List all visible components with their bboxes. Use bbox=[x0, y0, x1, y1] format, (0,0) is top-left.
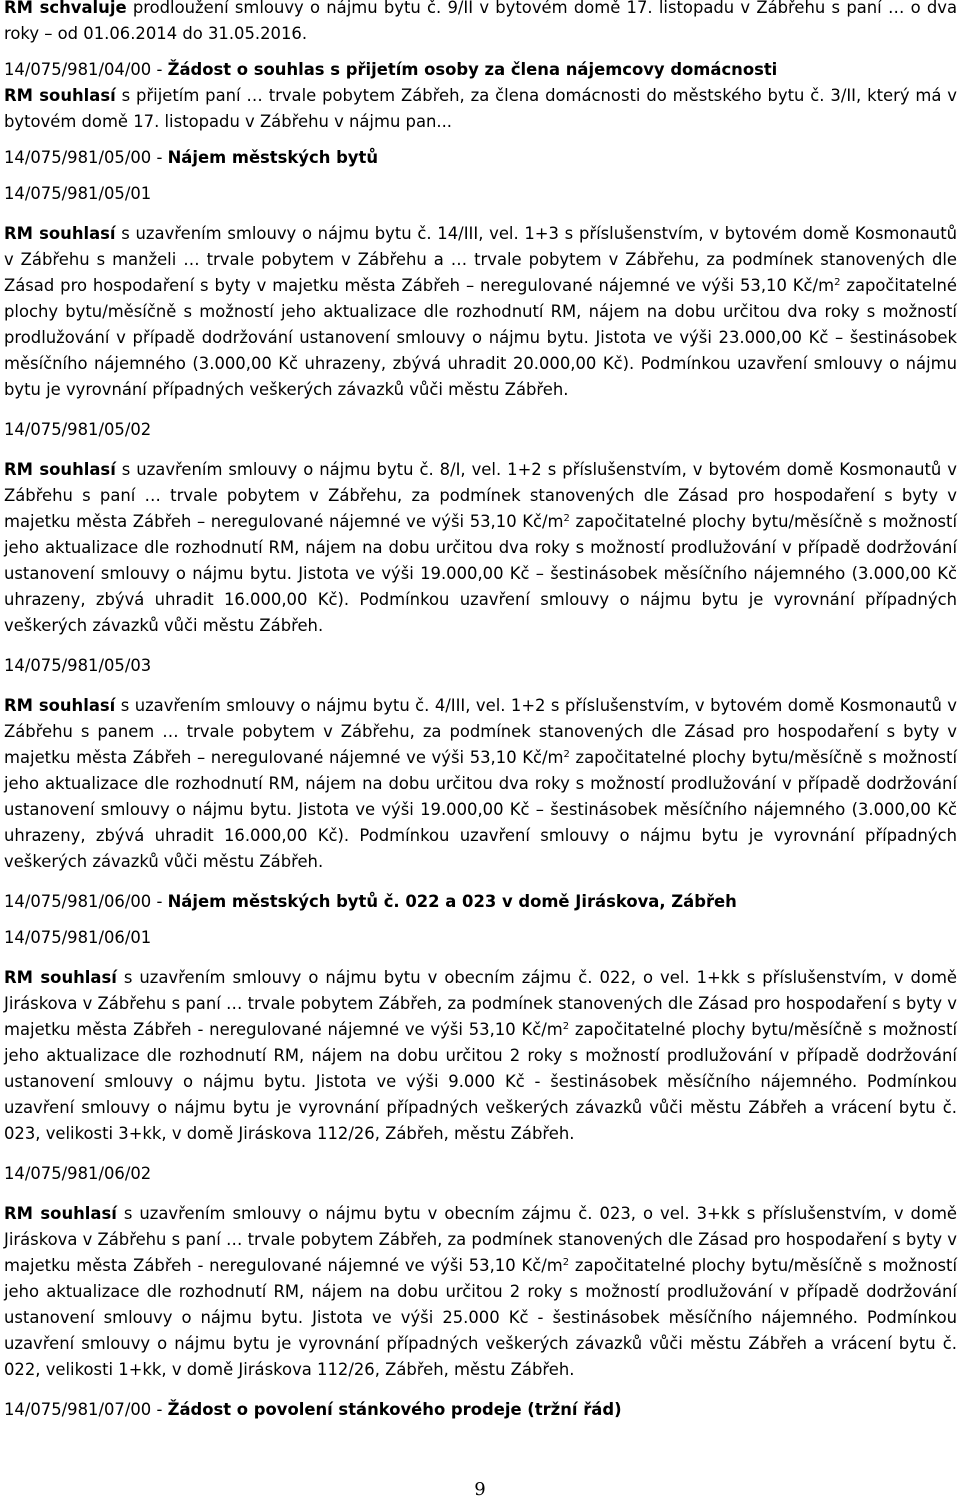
resolution-paragraph bbox=[4, 221, 957, 403]
resolution-lead: RM souhlasí bbox=[4, 696, 116, 715]
resolution-paragraph bbox=[4, 965, 957, 1147]
section-heading bbox=[4, 145, 957, 171]
resolution-text: započitatelné plochy bytu/měsíčně s možností jeho aktualizace dle rozhodnutí RM, nájem na dobu určitou 2 roky s možností prodlužování v případě dodržování ustanovení smlouvy o nájmu bytu. Jistota ve výši 9.000 Kč - šestinásobek měsíčního nájemného. Podmínkou uzavření smlouvy o nájmu bytu je vyrovnání případných veškerých závazků vůči městu Zábřeh a vrácení bytu č. 023, velikosti 3+kk, v domě Jiráskova 112/26, Zábřeh, městu Zábřeh. bbox=[4, 1020, 957, 1143]
resolution-text: s uzavřením smlouvy o nájmu bytu v obecním zájmu č. 023, o vel. 3+kk s příslušenstvím, v domě Jiráskova v Zábřehu s paní … trvale pobytem Zábřeh, za podmínek stanovených dle Zásad pro hospodaření s byty v majetku města Zábřeh - neregulované nájemné ve výši 53,10 Kč/m bbox=[4, 1204, 958, 1275]
superscript: 2 bbox=[563, 749, 570, 760]
resolution-paragraph bbox=[4, 1201, 957, 1383]
superscript: 2 bbox=[562, 1257, 570, 1268]
resolution-text: započitatelné plochy bytu/měsíčně s možností jeho aktualizace dle rozhodnutí RM, nájem na dobu určitou dva roky s možností prodlužování v případě dodržování ustanovení smlouvy o nájmu bytu. Jistota ve výši 19.000,00 Kč – šestinásobek měsíčního nájemného (3.000,00 Kč uhrazeny, zbývá uhradit 16.000,00 Kč). Podmínkou uzavření smlouvy o nájmu bytu je vyrovnání případných veškerých závazků vůči městu Zábřeh. bbox=[4, 512, 957, 635]
section-heading bbox=[4, 889, 957, 915]
section-heading bbox=[4, 57, 957, 83]
section-title: Nájem městských bytů bbox=[167, 148, 378, 167]
resolution-paragraph bbox=[4, 457, 957, 639]
section-title: Nájem městských bytů č. 022 a 023 v domě Jiráskova, Zábřeh bbox=[167, 892, 737, 911]
resolution-paragraph bbox=[4, 83, 957, 135]
resolution-paragraph bbox=[4, 693, 957, 875]
resolution-text: s přijetím paní … trvale pobytem Zábřeh, za člena domácnosti do městského bytu č. 3/II, který má v bytovém domě 17. listopadu v Zábřehu v nájmu pan... bbox=[4, 86, 957, 131]
resolution-lead: RM souhlasí bbox=[4, 460, 116, 479]
section-code: 14/075/981/05/00 - bbox=[4, 148, 168, 167]
resolution-text: s uzavřením smlouvy o nájmu bytu č. 8/I, vel. 1+2 s příslušenstvím, v bytovém domě Kosmonautů v Zábřehu s paní … trvale pobytem v Zábřehu, za podmínek stanovených dle Zásad pro hospodaření s byty v majetku města Zábřeh – neregulované nájemné ve výši 53,10 Kč/m bbox=[4, 460, 957, 531]
resolution-lead: RM schvaluje bbox=[4, 0, 127, 17]
section-heading bbox=[4, 1397, 957, 1423]
section-title: Žádost o povolení stánkového prodeje (tržní řád) bbox=[167, 1400, 622, 1419]
document-content bbox=[4, 0, 957, 1423]
superscript: 2 bbox=[562, 1021, 570, 1032]
resolution-text: s uzavřením smlouvy o nájmu bytu č. 14/III, vel. 1+3 s příslušenstvím, v bytovém domě Kosmonautů v Zábřehu s manželi … trvale pobytem v Zábřehu a … trvale pobytem v Zábřehu, za podmínek stanovených dle Zásad pro hospodaření s byty v majetku města Zábřeh – neregulované nájemné ve výši 53,10 Kč/m bbox=[4, 224, 958, 295]
section-code: 14/075/981/06/00 - bbox=[4, 892, 168, 911]
section-code: 14/075/981/04/00 - bbox=[4, 60, 168, 79]
subsection-code: 14/075/981/05/02 bbox=[4, 420, 152, 439]
resolution-text: započitatelné plochy bytu/měsíčně s možností jeho aktualizace dle rozhodnutí RM, nájem na dobu určitou dva roky s možností prodlužování v případě dodržování ustanovení smlouvy o nájmu bytu. Jistota ve výši 23.000,00 Kč – šestinásobek měsíčního nájemného (3.000,00 Kč uhrazeny, zbývá uhradit 20.000,00 Kč). Podmínkou uzavření smlouvy o nájmu bytu je vyrovnání případných veškerých závazků vůči městu Zábřeh. bbox=[4, 276, 957, 399]
resolution-text: započitatelné plochy bytu/měsíčně s možností jeho aktualizace dle rozhodnutí RM, nájem na dobu určitou 2 roky s možností prodlužování v případě dodržování ustanovení smlouvy o nájmu bytu. Jistota ve výši 25.000 Kč - šestinásobek měsíčního nájemného. Podmínkou uzavření smlouvy o nájmu bytu je vyrovnání případných veškerých závazků vůči městu Zábřeh a vrácení bytu č. 022, velikosti 1+kk, v domě Jiráskova 112/26, Zábřeh, městu Zábřeh. bbox=[4, 1256, 957, 1379]
resolution-lead: RM souhlasí bbox=[4, 86, 116, 105]
resolution-text: s uzavřením smlouvy o nájmu bytu v obecním zájmu č. 022, o vel. 1+kk s příslušenstvím, v domě Jiráskova v Zábřehu s paní … trvale pobytem Zábřeh, za podmínek stanovených dle Zásad pro hospodaření s byty v majetku města Zábřeh - neregulované nájemné ve výši 53,10 Kč/m bbox=[4, 968, 958, 1039]
superscript: 2 bbox=[563, 513, 570, 524]
resolution-text: prodloužení smlouvy o nájmu bytu č. 9/II v bytovém domě 17. listopadu v Zábřehu s paní … o dva roky – od 01.06.2014 do 31.05.2016. bbox=[4, 0, 957, 43]
section-title: Žádost o souhlas s přijetím osoby za člena nájemcovy domácnosti bbox=[167, 60, 778, 79]
superscript: 2 bbox=[834, 277, 841, 288]
page-number: 9 bbox=[474, 1479, 486, 1500]
resolution-lead: RM souhlasí bbox=[4, 1204, 117, 1223]
subsection-code: 14/075/981/06/02 bbox=[4, 1164, 152, 1183]
resolution-lead: RM souhlasí bbox=[4, 224, 116, 243]
resolution-text: započitatelné plochy bytu/měsíčně s možností jeho aktualizace dle rozhodnutí RM, nájem na dobu určitou dva roky s možností prodlužování v případě dodržování ustanovení smlouvy o nájmu bytu. Jistota ve výši 19.000,00 Kč – šestinásobek měsíčního nájemného (3.000,00 Kč uhrazeny, zbývá uhradit 16.000,00 Kč). Podmínkou uzavření smlouvy o nájmu bytu je vyrovnání případných veškerých závazků vůči městu Zábřeh. bbox=[4, 748, 957, 871]
subsection-code: 14/075/981/05/01 bbox=[4, 184, 152, 203]
section-code: 14/075/981/07/00 - bbox=[4, 1400, 168, 1419]
subsection-code: 14/075/981/05/03 bbox=[4, 656, 152, 675]
resolution-text: s uzavřením smlouvy o nájmu bytu č. 4/III, vel. 1+2 s příslušenstvím, v bytovém domě Kosmonautů v Zábřehu s panem … trvale pobytem v Zábřehu, za podmínek stanovených dle Zásad pro hospodaření s byty v majetku města Zábřeh – neregulované nájemné ve výši 53,10 Kč/m bbox=[4, 696, 957, 767]
resolution-lead: RM souhlasí bbox=[4, 968, 117, 987]
resolution-paragraph bbox=[4, 0, 957, 47]
subsection-code: 14/075/981/06/01 bbox=[4, 928, 152, 947]
